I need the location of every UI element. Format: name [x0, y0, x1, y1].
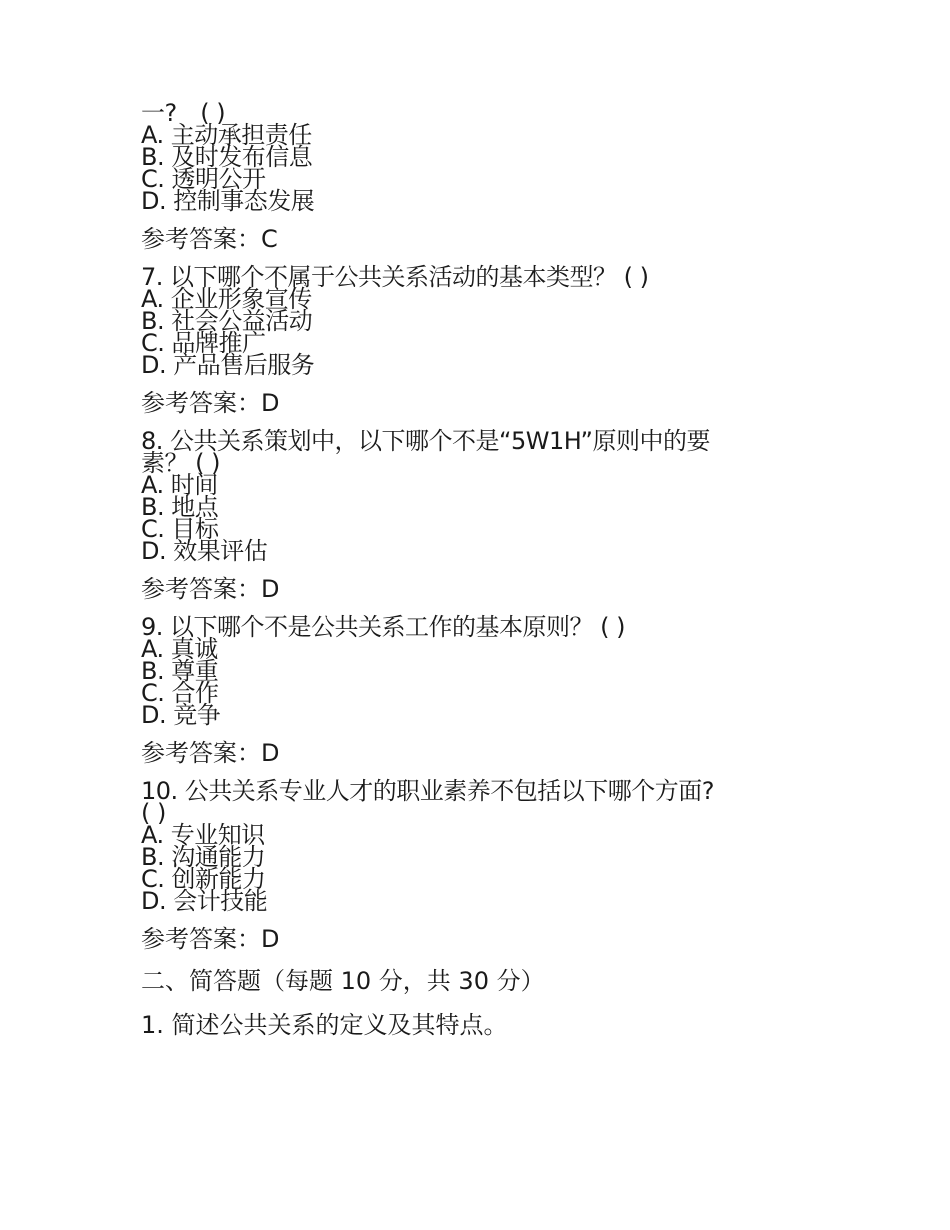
option-a: A. 主动承担责任 [141, 121, 312, 149]
option-d: D. 效果评估 [141, 537, 268, 565]
question-stem: 7. 以下哪个不属于公共关系活动的基本类型？ ( ) [141, 263, 649, 291]
option-a: A. 时间 [141, 471, 218, 499]
question-stem: 8. 公共关系策划中，以下哪个不是“5W1H”原则中的要 [141, 427, 710, 455]
option-b: B. 沟通能力 [141, 843, 266, 871]
option-a: A. 企业形象宣传 [141, 285, 312, 313]
reference-answer: 参考答案：D [141, 575, 280, 603]
question-stem-continued: 素？ ( ) [141, 449, 220, 477]
option-c: C. 创新能力 [141, 865, 266, 893]
option-b: B. 地点 [141, 493, 219, 521]
reference-answer: 参考答案：D [141, 925, 280, 953]
option-b: B. 社会公益活动 [141, 307, 313, 335]
option-c: C. 目标 [141, 515, 219, 543]
section-heading: 二、简答题（每题 10 分，共 30 分） [141, 967, 545, 995]
reference-answer: 参考答案：C [141, 225, 278, 253]
option-d: D. 会计技能 [141, 887, 268, 915]
question-stem: 一? ( ) [141, 99, 226, 127]
option-c: C. 透明公开 [141, 165, 266, 193]
option-a: A. 真诚 [141, 635, 218, 663]
option-c: C. 合作 [141, 679, 219, 707]
question-stem-continued: ( ) [141, 799, 166, 827]
option-d: D. 竞争 [141, 701, 221, 729]
option-b: B. 及时发布信息 [141, 143, 313, 171]
question-9 [141, 613, 781, 767]
question-stem: 9. 以下哪个不是公共关系工作的基本原则？ ( ) [141, 613, 626, 641]
question-7 [141, 263, 781, 417]
question-8 [141, 427, 781, 603]
reference-answer: 参考答案：D [141, 739, 280, 767]
question-6 [141, 99, 781, 253]
question-stem: 10. 公共关系专业人才的职业素养不包括以下哪个方面? [141, 777, 715, 805]
reference-answer: 参考答案：D [141, 389, 280, 417]
question-10 [141, 777, 781, 953]
option-d: D. 控制事态发展 [141, 187, 315, 215]
option-c: C. 品牌推广 [141, 329, 266, 357]
option-d: D. 产品售后服务 [141, 351, 315, 379]
option-b: B. 尊重 [141, 657, 219, 685]
short-answer-question-1: 1. 简述公共关系的定义及其特点。 [141, 1011, 508, 1039]
exam-page [141, 99, 781, 1039]
option-a: A. 专业知识 [141, 821, 265, 849]
